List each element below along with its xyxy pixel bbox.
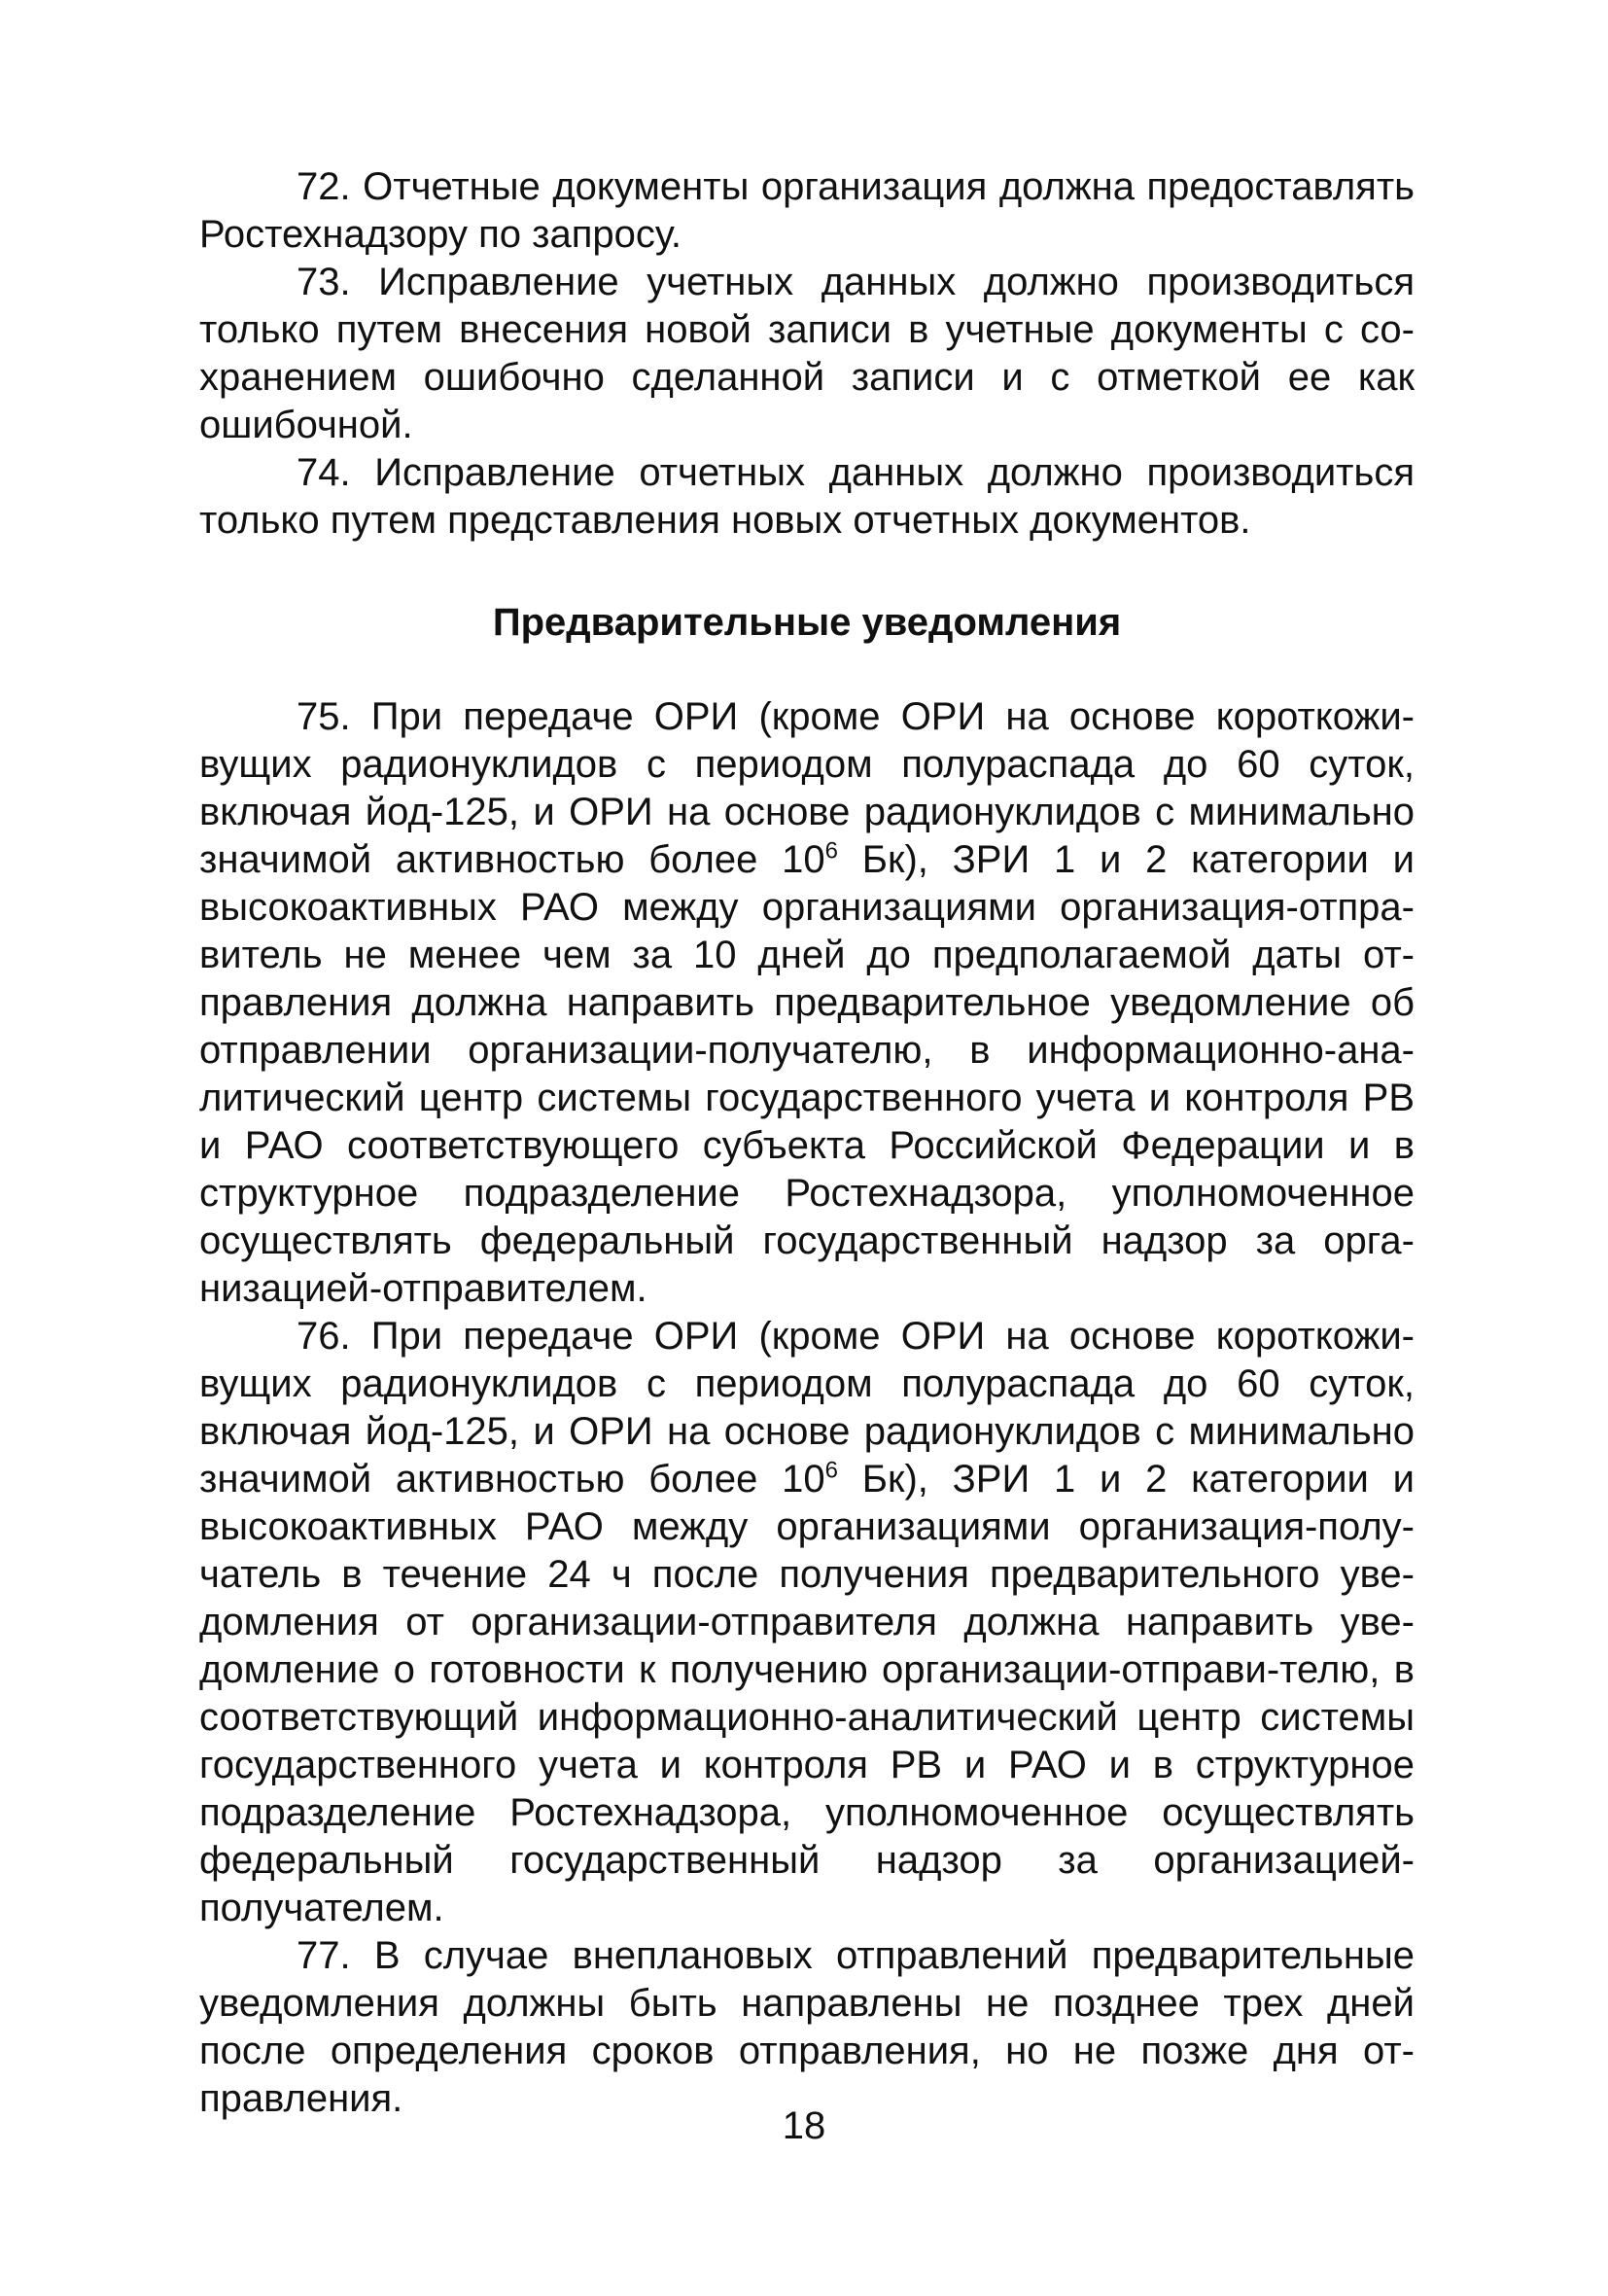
paragraph-74: [199, 449, 1415, 545]
paragraph-73: [199, 259, 1415, 449]
paragraph-text-continued: Бк), ЗРИ 1 и 2 категории и высокоактивных РАО между организациями организация-отправитель не менее чем за 10 дней до предполагаемой даты отправления должна направить предварительное уведомление об отправлении организации-получателю, в информационно-аналитический центр системы государственного учета и контроля РВ и РАО соответствующего субъекта Российской Федерации и в структурное подразделение Ростехнадзора, уполномоченное осуществлять федеральный государственный надзор за организацией-отправителем.: [199, 838, 1415, 1310]
paragraph-text: При передаче ОРИ (кроме ОРИ на основе короткоживущих радионуклидов с периодом полураспада до 60 суток, включая йод-125, и ОРИ на основе радионуклидов с минимально значимой активностью более 10: [199, 695, 1415, 881]
paragraph-text: Отчетные документы организация должна предоставлять Ростехнадзору по запросу.: [199, 165, 1415, 256]
paragraph-76: [199, 1313, 1415, 1932]
paragraph-text: В случае внеплановых отправлений предварительные уведомления должны быть направлены не позднее трех дней после определения сроков отправления, но не позже дня отправления.: [199, 1934, 1416, 2120]
page-number: 18: [782, 2104, 826, 2147]
section-heading: Предварительные уведомления: [492, 601, 1122, 644]
paragraph-number: 72.: [297, 165, 351, 208]
paragraph-text-continued: Бк), ЗРИ 1 и 2 категории и высокоактивных РАО между организациями организация-получатель в течение 24 ч после получения предварительного уведомления от организации-отправителя должна направить уведомление о готовности к получению организации-отправи-телю, в соответствующий информационно-аналитический центр системы государственного учета и контроля РВ и РАО и в структурное подразделение Ростехнадзора, уполномоченное осуществлять федеральный государственный надзор за организацией-получателем.: [199, 1458, 1415, 1929]
paragraph-number: 75.: [297, 695, 351, 738]
paragraph-number: 74.: [297, 451, 351, 494]
paragraph-number: 73.: [297, 261, 351, 303]
superscript-exponent: 6: [824, 1457, 838, 1484]
paragraph-text: При передаче ОРИ (кроме ОРИ на основе короткоживущих радионуклидов с периодом полураспада до 60 суток, включая йод-125, и ОРИ на основе радионуклидов с минимально значимой активностью более 10: [199, 1315, 1415, 1501]
paragraph-text: Исправление учетных данных должно производиться только путем внесения новой записи в учетные документы с сохранением ошибочно сделанной записи и с отметкой ее как ошибочной.: [199, 261, 1415, 446]
paragraph-number: 77.: [297, 1934, 351, 1977]
document-page: [199, 163, 1415, 2123]
paragraph-72: [199, 163, 1415, 259]
superscript-exponent: 6: [824, 837, 838, 865]
paragraph-75: [199, 693, 1415, 1313]
paragraph-77: [199, 1932, 1415, 2123]
paragraph-number: 76.: [297, 1315, 351, 1358]
paragraph-text: Исправление отчетных данных должно производиться только путем представления новых отчетных документов.: [199, 451, 1415, 542]
